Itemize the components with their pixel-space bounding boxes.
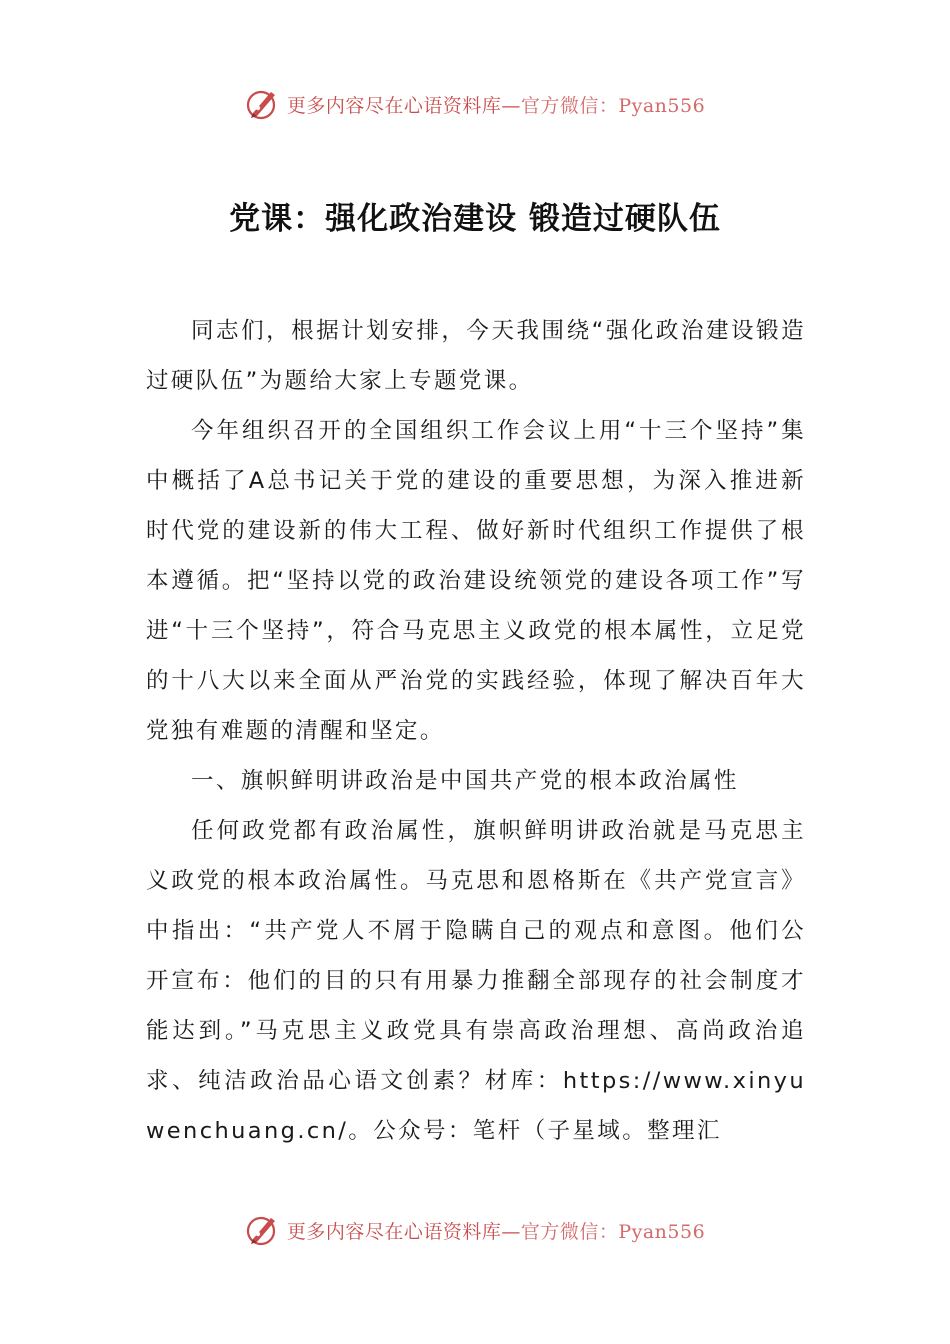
- paragraph-intro: 同志们，根据计划安排，今天我围绕“强化政治建设锻造过硬队伍”为题给大家上专题党课。: [146, 318, 806, 394]
- section-heading-1: 一、旗帜鲜明讲政治是中国共产党的根本政治属性: [191, 768, 739, 794]
- paragraph-political-attribute: 任何政党都有政治属性，旗帜鲜明讲政治就是马克思主义政党的根本政治属性。马克思和恩格斯在《共产党宣言》中指出：“共产党人不屑于隐瞒自己的观点和意图。他们公开宣布：他们的目的只有用暴力推翻全部现存的社会制度才能达到。”马克思主义政党具有崇高政治理想、高尚政治追求、纯洁政治品心语文创素？材库：https://www.xinyuwenchuang.cn/。公众号：笔杆（子星域。整理汇: [146, 818, 806, 1144]
- watermark-wechat: 官方微信：Pyan556: [520, 94, 706, 117]
- watermark-header: [0, 84, 950, 124]
- watermark-text: [287, 1217, 705, 1244]
- document-title: 党课：强化政治建设 锻造过硬队伍: [229, 200, 721, 237]
- watermark-text: [287, 91, 705, 118]
- watermark-wechat: 官方微信：Pyan556: [520, 1220, 706, 1243]
- watermark-label: 更多内容尽在心语资料库—: [286, 1220, 521, 1243]
- watermark-label: 更多内容尽在心语资料库—: [286, 94, 521, 117]
- watermark-footer: [0, 1210, 950, 1250]
- document-body: [146, 306, 806, 1156]
- paragraph-conference: 今年组织召开的全国组织工作会议上用“十三个坚持”集中概括了A总书记关于党的建设的重要思想，为深入推进新时代党的建设新的伟大工程、做好新时代组织工作提供了根本遵循。把“坚持以党的政治建设统领党的建设各项工作”写进“十三个坚持”，符合马克思主义政党的根本属性，立足党的十八大以来全面从严治党的实践经验，体现了解决百年大党独有难题的清醒和坚定。: [146, 418, 806, 744]
- pen-circle-icon: [245, 86, 281, 122]
- pen-circle-icon: [245, 1212, 281, 1248]
